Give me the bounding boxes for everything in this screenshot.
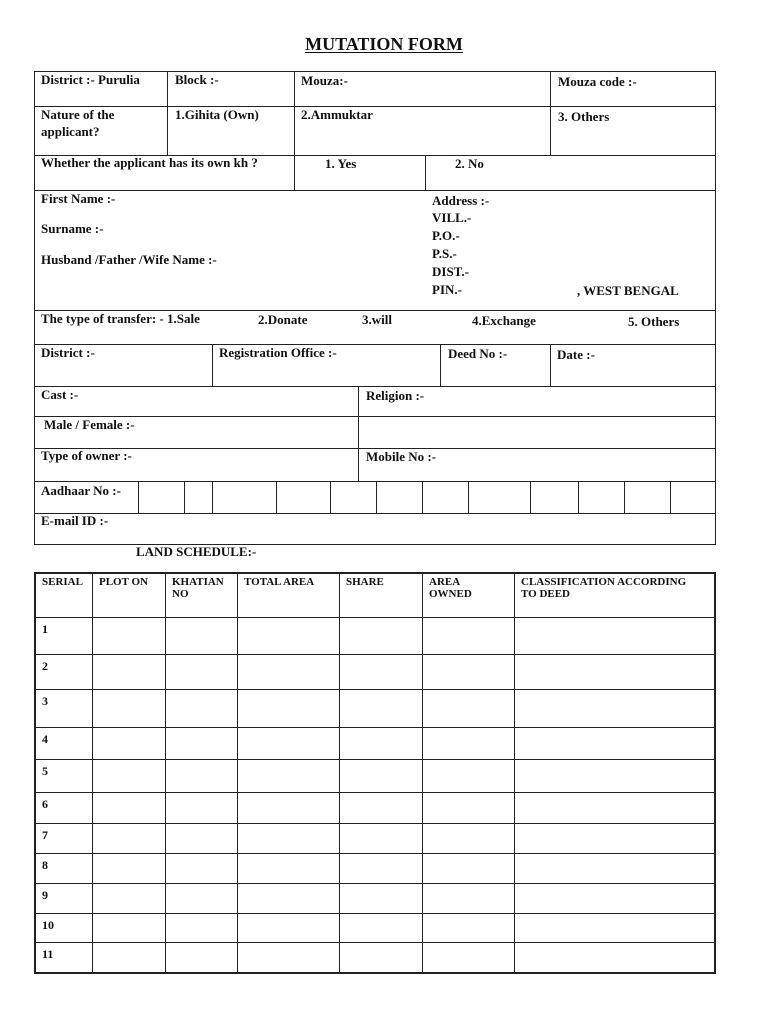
table-row (36, 943, 715, 973)
land-schedule-table (34, 572, 716, 974)
transfer-type-donate[interactable]: 2.Donate (258, 312, 308, 327)
table-cell[interactable] (515, 728, 715, 760)
table-cell[interactable] (515, 760, 715, 793)
owner-type-field[interactable]: Type of owner :- (41, 448, 132, 463)
table-row (36, 618, 715, 655)
table-cell[interactable] (423, 655, 515, 690)
table-cell[interactable] (515, 884, 715, 914)
serial-cell: 4 (36, 728, 93, 760)
serial-cell: 2 (36, 655, 93, 690)
table-cell[interactable] (340, 618, 423, 655)
first-name-field[interactable]: First Name :- (41, 191, 116, 206)
nature-option-gihita[interactable]: 1.Gihita (Own) (175, 107, 259, 122)
surname-field[interactable]: Surname :- (41, 221, 104, 236)
address-po[interactable]: P.O.- (432, 228, 460, 243)
nature-option-ammuktar[interactable]: 2.Ammuktar (301, 107, 373, 122)
table-cell[interactable] (423, 943, 515, 973)
table-cell[interactable] (93, 854, 166, 884)
nature-label-line1: Nature of the (41, 107, 115, 122)
header-total-area: TOTAL AREA (238, 574, 340, 618)
address-dist[interactable]: DIST.- (432, 264, 469, 279)
table-row (36, 655, 715, 690)
table-cell[interactable] (515, 824, 715, 854)
table-cell[interactable] (93, 618, 166, 655)
table-cell[interactable] (93, 760, 166, 793)
nature-option-others[interactable]: 3. Others (558, 109, 610, 124)
table-cell[interactable] (166, 655, 238, 690)
table-cell[interactable] (166, 854, 238, 884)
table-cell[interactable] (423, 728, 515, 760)
cast-field[interactable]: Cast :- (41, 387, 79, 402)
header-khatian-no: KHATIAN NO (166, 574, 238, 618)
table-cell[interactable] (238, 943, 340, 973)
deed-no-field[interactable]: Deed No :- (448, 346, 508, 361)
table-cell[interactable] (238, 690, 340, 728)
deed-district-field[interactable]: District :- (41, 345, 95, 360)
table-cell[interactable] (166, 760, 238, 793)
mobile-field[interactable]: Mobile No :- (366, 449, 437, 464)
table-cell[interactable] (238, 854, 340, 884)
own-kh-no[interactable]: 2. No (455, 156, 484, 171)
table-row (36, 728, 715, 760)
table-cell[interactable] (423, 914, 515, 943)
address-ps[interactable]: P.S.- (432, 246, 457, 261)
table-cell[interactable] (93, 690, 166, 728)
table-cell[interactable] (515, 914, 715, 943)
email-field[interactable]: E-mail ID :- (41, 513, 109, 528)
table-cell[interactable] (340, 854, 423, 884)
table-cell[interactable] (238, 655, 340, 690)
table-cell[interactable] (515, 793, 715, 824)
serial-cell: 8 (36, 854, 93, 884)
table-cell[interactable] (515, 690, 715, 728)
table-cell[interactable] (340, 760, 423, 793)
transfer-type-others[interactable]: 5. Others (628, 314, 680, 329)
table-cell[interactable] (166, 793, 238, 824)
table-cell[interactable] (166, 943, 238, 973)
table-row (36, 793, 715, 824)
block-field[interactable]: Block :- (175, 72, 219, 87)
header-classification: CLASSIFICATION ACCORDING TO DEED (515, 574, 715, 618)
serial-cell: 5 (36, 760, 93, 793)
deed-date-field[interactable]: Date :- (557, 347, 595, 362)
table-cell[interactable] (340, 655, 423, 690)
table-cell[interactable] (423, 884, 515, 914)
table-cell[interactable] (166, 690, 238, 728)
header-serial: SERIAL (36, 574, 93, 618)
table-cell[interactable] (515, 655, 715, 690)
land-schedule-heading: LAND SCHEDULE:- (136, 544, 257, 559)
nature-label-line2: applicant? (41, 124, 100, 139)
table-row (36, 824, 715, 854)
table-cell[interactable] (340, 943, 423, 973)
own-kh-yes[interactable]: 1. Yes (325, 156, 357, 171)
table-row (36, 884, 715, 914)
table-cell[interactable] (340, 690, 423, 728)
table-cell[interactable] (423, 618, 515, 655)
table-cell[interactable] (340, 884, 423, 914)
table-cell[interactable] (166, 618, 238, 655)
table-cell[interactable] (93, 793, 166, 824)
table-row (36, 760, 715, 793)
table-cell[interactable] (515, 943, 715, 973)
table-cell[interactable] (423, 793, 515, 824)
applicant-section (34, 71, 716, 545)
table-cell[interactable] (93, 914, 166, 943)
serial-cell: 9 (36, 884, 93, 914)
table-cell[interactable] (340, 914, 423, 943)
table-row (36, 690, 715, 728)
table-cell[interactable] (340, 793, 423, 824)
table-cell[interactable] (515, 618, 715, 655)
table-cell[interactable] (93, 884, 166, 914)
table-cell[interactable] (93, 943, 166, 973)
form-title: MUTATION FORM (305, 34, 463, 54)
address-pin[interactable]: PIN.- (432, 282, 462, 297)
table-row (36, 854, 715, 884)
header-share: SHARE (340, 574, 423, 618)
table-cell[interactable] (166, 914, 238, 943)
table-cell[interactable] (93, 655, 166, 690)
serial-cell: 1 (36, 618, 93, 655)
transfer-type-will[interactable]: 3.will (362, 312, 392, 327)
serial-cell: 6 (36, 793, 93, 824)
table-cell[interactable] (423, 854, 515, 884)
mouza-code-field[interactable]: Mouza code :- (558, 74, 637, 89)
gender-field[interactable]: Male / Female :- (44, 417, 135, 432)
address-label: Address :- (432, 193, 490, 208)
own-kh-question: Whether the applicant has its own kh ? (41, 155, 258, 170)
header-plot-on: PLOT ON (93, 574, 166, 618)
serial-cell: 3 (36, 690, 93, 728)
table-cell[interactable] (340, 728, 423, 760)
address-vill[interactable]: VILL.- (432, 210, 472, 225)
table-cell[interactable] (166, 824, 238, 854)
serial-cell: 7 (36, 824, 93, 854)
aadhaar-label: Aadhaar No :- (41, 483, 121, 498)
table-cell[interactable] (340, 824, 423, 854)
table-cell[interactable] (238, 914, 340, 943)
serial-cell: 10 (36, 914, 93, 943)
relation-name-field[interactable]: Husband /Father /Wife Name :- (41, 252, 217, 267)
table-cell[interactable] (238, 824, 340, 854)
table-cell[interactable] (238, 760, 340, 793)
religion-field[interactable]: Religion :- (366, 388, 425, 403)
serial-cell: 11 (36, 943, 93, 973)
table-cell[interactable] (238, 793, 340, 824)
transfer-type-sale[interactable]: The type of transfer: - 1.Sale (41, 311, 200, 326)
table-cell[interactable] (423, 824, 515, 854)
transfer-type-exchange[interactable]: 4.Exchange (472, 313, 536, 328)
table-cell[interactable] (166, 884, 238, 914)
address-state: , WEST BENGAL (577, 283, 679, 298)
header-area-owned: AREA OWNED (423, 574, 515, 618)
table-cell[interactable] (93, 728, 166, 760)
table-cell[interactable] (166, 728, 238, 760)
table-cell[interactable] (423, 690, 515, 728)
table-row (36, 914, 715, 943)
table-cell[interactable] (238, 728, 340, 760)
registration-office-field[interactable]: Registration Office :- (219, 345, 337, 360)
table-cell[interactable] (423, 760, 515, 793)
table-cell[interactable] (93, 824, 166, 854)
table-cell[interactable] (515, 854, 715, 884)
table-cell[interactable] (238, 884, 340, 914)
mouza-field[interactable]: Mouza:- (301, 73, 348, 88)
district-field[interactable]: District :- Purulia (41, 72, 140, 87)
table-cell[interactable] (238, 618, 340, 655)
